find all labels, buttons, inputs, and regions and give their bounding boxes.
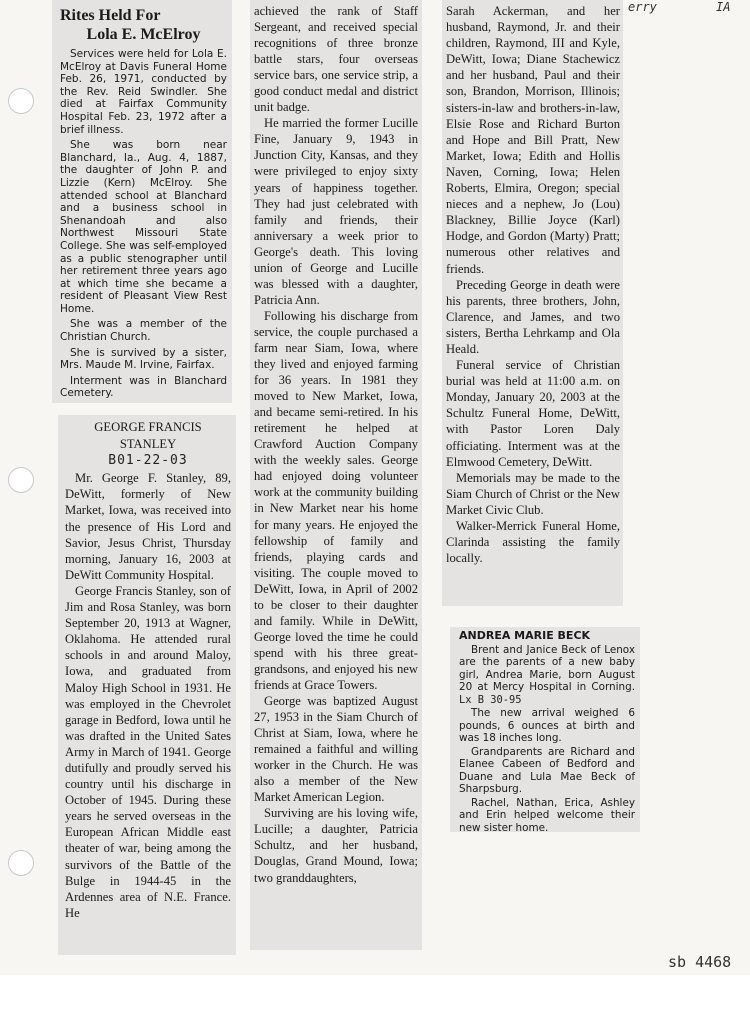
clipping-stanley-column-2 bbox=[250, 0, 422, 950]
clipping-stanley-column-1 bbox=[58, 415, 236, 955]
paragraph bbox=[459, 644, 635, 707]
paragraph: Grandparents are Richard and Elanee Cabeen of Bedford and Duane and Lula Mae Beck of Sharpsburg. bbox=[459, 745, 635, 795]
paragraph: Rachel, Nathan, Erica, Ashley and Erin helped welcome their new sister home. bbox=[459, 796, 635, 832]
paragraph: Funeral service of Christian burial was held at 11:00 a.m. on Monday, January 20, 2003 at the Schultz Funeral Home, DeWitt, with Pastor Loren Daly officiating. Interment was at the Elmwood Cemetery, DeWitt. bbox=[446, 358, 620, 469]
paragraph: She was a member of the Christian Church. bbox=[60, 318, 227, 344]
paragraph: Mr. George F. Stanley, 89, DeWitt, formerly of New Market, Iowa, was received into the presence of His Lord and Savior, Jesus Christ, Thursday morning, January 16, 2003 at DeWitt Community Hospital. bbox=[65, 471, 231, 582]
binder-hole-middle bbox=[8, 467, 34, 493]
binder-hole-top bbox=[8, 88, 34, 114]
paragraph: She was born near Blanchard, Ia., Aug. 4, 1887, the daughter of John P. and Lizzie (Kern) McElroy. She attended school at Blanchard and a business school in Shenandoah and also Northwest Missouri State College. She was self-employed as a public stenographer until her retirement three years ago at which time she became a resident of Pleasant View Rest Home. bbox=[60, 139, 227, 315]
obituary-title-line-2: STANLEY bbox=[119, 437, 177, 452]
clipping-stanley-column-3 bbox=[442, 0, 623, 606]
clipping-mcelroy-obituary bbox=[52, 0, 232, 403]
paragraph: Following his discharge from service, the couple purchased a farm near Siam, Iowa, where they lived and enjoyed farming for 36 years. In 1981 they moved to New Market, Iowa, and became semi-retired. In his retirement he helped at Crawford Auction Company with the weekly sales. George had enjoyed doing volunteer work at the community building in New Market near his home for many years. He enjoyed the fellowship of family and friends, playing cards and visiting. The couple moved to DeWitt, Iowa, in April of 2002 to be closer to their daughter and family. While in DeWitt, George loved the time he could spend with his three great-grandsons, and enjoyed his new friends at Grace Towers. bbox=[254, 308, 418, 692]
paragraph: Preceding George in death were his parents, three brothers, John, Clarence, and James, and two sisters, Bertha Lehrkamp and Ola Heald. bbox=[446, 277, 620, 356]
paragraph: Interment was in Blanchard Cemetery. bbox=[60, 374, 227, 400]
clipping-beck-birth-announcement bbox=[450, 627, 640, 832]
paragraph: The new arrival weighed 6 pounds, 6 ounces at birth and was 18 inches long. bbox=[459, 707, 635, 744]
paragraph: George was baptized August 27, 1953 in the Siam Church of Christ at Siam, Iowa, where he remained a faithful and willing worker in the Church. He was also a member of the New Market American Legion. bbox=[254, 694, 418, 805]
handwritten-note-top: erry bbox=[628, 0, 657, 14]
handwritten-state-note: IA bbox=[716, 0, 731, 14]
announcement-title: ANDREA MARIE BECK bbox=[459, 629, 591, 642]
paragraph: George Francis Stanley, son of Jim and Rosa Stanley, was born September 20, 1913 at Wagner, Oklahoma. He attended rural schools in and around Maloy, Iowa, and graduated from Maloy High School in 1931. He was employed in the Chevrolet garage in Bedford, Iowa until he was drafted in the United Sates Army in March of 1941. George dutifully and proudly served his country until his discharge in October of 1945. During these years he served overseas in the European African Middle east theater of war, being among the survivors of the Battle of the Bulge in 1944-45 in the Ardennes area of N.E. France. He bbox=[65, 583, 231, 920]
headline-line-1: Rites Held For bbox=[60, 7, 161, 24]
binder-hole-bottom bbox=[8, 850, 34, 876]
paragraph: Walker-Merrick Funeral Home, Clarinda assisting the family locally. bbox=[446, 519, 620, 566]
paragraph: achieved the rank of Staff Sergeant, and received special recognitions of three bronze battle stars, four overseas service bars, one service strip, a good conduct medal and district unit badge. bbox=[254, 4, 418, 115]
scan-margin bbox=[0, 975, 750, 1033]
archive-number: sb 4468 bbox=[668, 953, 732, 971]
paragraph: Memorials may be made to the Siam Church of Christ or the New Market Civic Club. bbox=[446, 470, 620, 517]
handwritten-date: Lx B 30-95 bbox=[459, 693, 522, 706]
paragraph: Sarah Ackerman, and her husband, Raymond, Jr. and their children, Raymond, III and Kyle, DeWitt, Iowa; Diane Stachewicz and her husband, Paul and their son, Brandon, Morrison, Illinois; sisters-in-law and brothers-in-law, Elsie Rose and Richard Burton and Hope and Bill Pratt, New Market, Iowa; Edith and Hollis Naven, Corning, Iowa; Helen Roberts, Elmira, Oregon; special nieces and a nephew, Jo (Lou) Blackney, Billie Joyce (Karl) Hodge, and Gordon (Marty) Pratt; numerous other relatives and friends. bbox=[446, 4, 620, 276]
paragraph: Services were held for Lola E. McElroy at Davis Funeral Home Feb. 26, 1971, conducted by the Rev. Reid Swindler. She died at Fairfax Community Hospital Feb. 23, 1972 after a brief illness. bbox=[60, 48, 227, 136]
paragraph-text: Brent and Janice Beck of Lenox are the parents of a new baby girl, Andrea Marie, born August 20 at Mercy Hospital in Corning. bbox=[459, 643, 635, 693]
headline-line-2: Lola E. McElroy bbox=[86, 26, 201, 43]
paragraph: She is survived by a sister, Mrs. Maude M. Irvine, Fairfax. bbox=[60, 346, 227, 372]
handwritten-date: B01-22-03 bbox=[108, 453, 188, 469]
paragraph: Surviving are his loving wife, Lucille; a daughter, Patricia Schultz, and her husband, Douglas, Grand Mound, Iowa; two granddaughters, bbox=[254, 806, 418, 885]
paragraph: He married the former Lucille Fine, January 9, 1943 in Junction City, Kansas, and they were privileged to enjoy sixty years of happiness together. They had just celebrated with family and friends, their anniversary a week prior to George's death. This loving union of George and Lucille was blessed with a daughter, Patricia Ann. bbox=[254, 116, 418, 307]
obituary-title-line-1: GEORGE FRANCIS bbox=[94, 420, 202, 434]
